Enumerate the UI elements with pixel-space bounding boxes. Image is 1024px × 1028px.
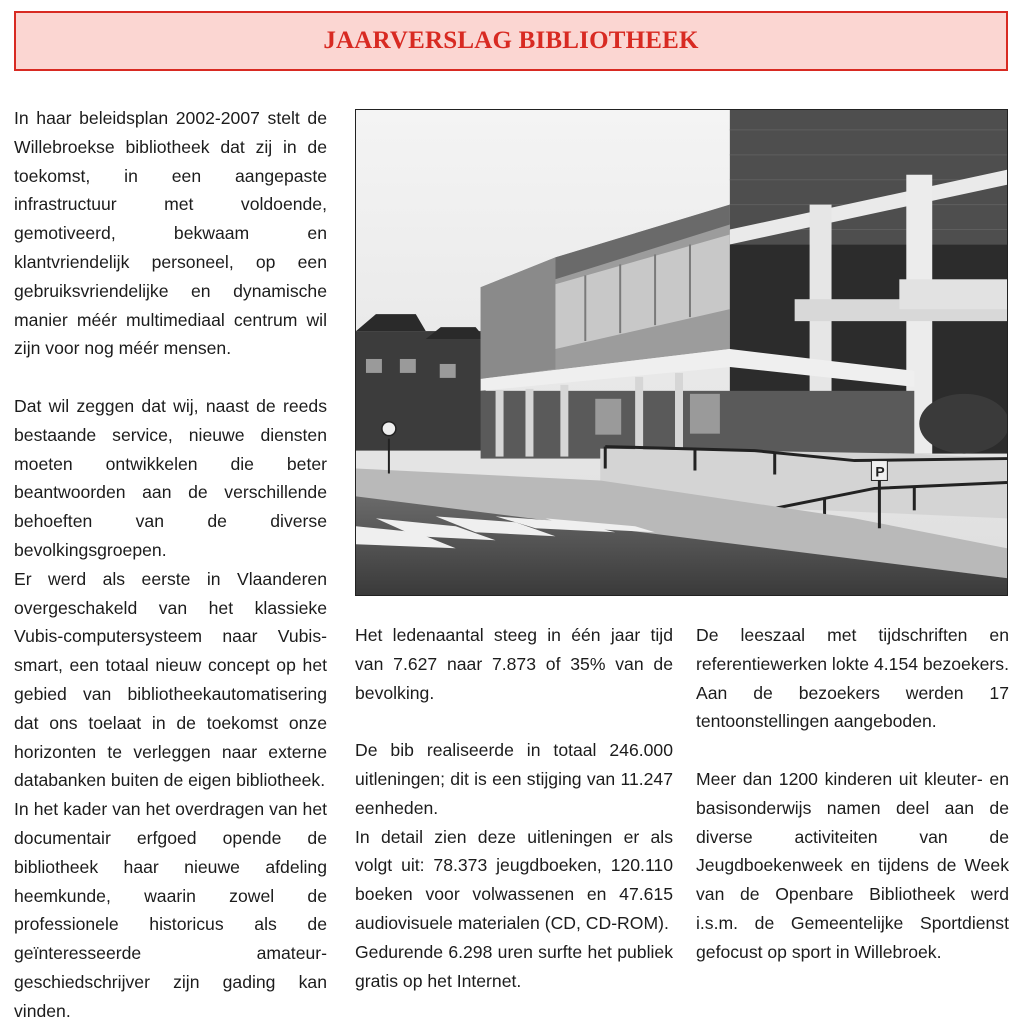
- paragraph-detail: In detail zien deze uitleningen er als volgt uit: 78.373 jeugdboeken, 120.110 boeken voor volwassenen en 47.615 audiovisuele materialen (CD, CD-ROM).: [355, 826, 673, 933]
- paragraph-uitleningen: De bib realiseerde in totaal 246.000 uitleningen; dit is een stijging van 11.247 eenheden.: [355, 740, 673, 818]
- parking-sign-icon: P: [875, 463, 885, 480]
- paragraph-beleidsplan: In haar beleidsplan 2002-2007 stelt de Willebroekse bibliotheek dat zij in de toekomst, in een aangepaste infrastructuur met voldoende, gemotiveerd, bekwaam en klantvriendelijk personeel, op een gebruiksvriendelijke en dynamische manier méér multimediaal centrum wil zijn voor nog méér mensen.: [14, 108, 327, 359]
- paragraph-internet: Gedurende 6.298 uren surfte het publiek gratis op het Internet.: [355, 941, 673, 991]
- paragraph-jeugdboekenweek: Meer dan 1200 kinderen uit kleuter- en basisonderwijs namen deel aan de diverse activiteiten van de Jeugdboekenweek en tijdens de Week van de Openbare Bibliotheek werd i.s.m. de Gemeentelijke Sportdienst gefocust op sport in Willebroek.: [696, 768, 1009, 962]
- library-building-photo: [355, 109, 1008, 596]
- building-illustration: [356, 110, 1007, 595]
- paragraph-tentoonstellingen: Aan de bezoekers werden 17 tentoonstellingen aangeboden.: [696, 682, 1009, 732]
- paragraph-service: Dat wil zeggen dat wij, naast de reeds bestaande service, nieuwe diensten moeten ontwikkelen die beter beantwoorden aan de verschillende behoeften van de diverse bevolkingsgroepen.: [14, 395, 327, 560]
- paragraph-vubis: Er werd als eerste in Vlaanderen overgeschakeld van het klassieke Vubis-computersysteem naar Vubis-smart, een totaal nieuw concept op het gebied van bibliotheekautomatisering dat ons toelaat in de toekomst onze horizonten te verleggen naar externe databanken buiten de eigen bibliotheek.: [14, 568, 327, 791]
- paragraph-leeszaal: De leeszaal met tijdschriften en referentiewerken lokte 4.154 bezoekers.: [696, 625, 1009, 674]
- houses-left: [356, 331, 486, 451]
- paragraph-ledenaantal: Het ledenaantal steeg in één jaar tijd van 7.627 naar 7.873 of 35% van de bevolking.: [355, 625, 673, 703]
- left-text-column: [14, 104, 327, 1026]
- header-banner: [14, 11, 1008, 71]
- paragraph-heemkunde: In het kader van het overdragen van het documentair erfgoed opende de bibliotheek haar nieuwe afdeling heemkunde, waarin zowel de professionele historicus als de geïnteresseerde amateur-geschiedschrijver zijn gading kan vinden.: [14, 799, 327, 1021]
- page-title: JAARVERSLAG BIBLIOTHEEK: [323, 27, 699, 54]
- right-text-column: [696, 621, 1009, 967]
- middle-text-column: [355, 621, 673, 995]
